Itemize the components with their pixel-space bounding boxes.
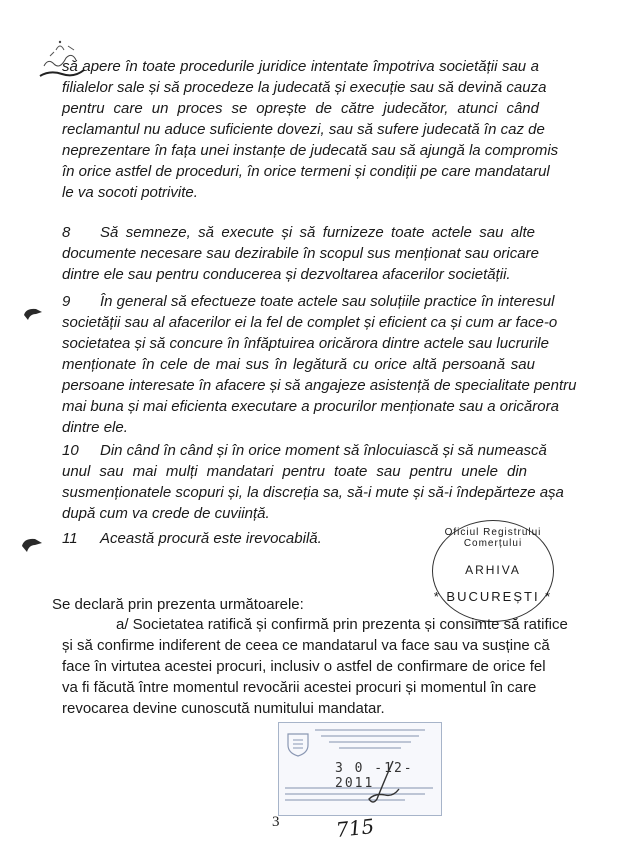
punch-hole-icon <box>20 536 44 556</box>
clause-8 <box>62 222 539 285</box>
text-line: le va socoti potrivite. <box>62 184 198 201</box>
text-line: și să confirme indiferent de ceea ce mandatarul va face sau va susține că <box>62 637 550 654</box>
text-line: menționate în cele de mai sus în legătură cu orice altă persoană sau <box>62 356 535 373</box>
text-line: Să semneze, să execute și să furnizeze toate actele sau alte <box>100 224 535 241</box>
text-line: Se declară prin prezenta următoarele: <box>52 596 304 613</box>
stamp-footer-text-marks <box>285 785 435 809</box>
signature-mark <box>363 759 403 807</box>
text-line: persoane interesate în afacere și să angajeze asistență de specialitate pentru <box>62 377 577 394</box>
text-line: dintre ele. <box>62 419 128 436</box>
text-line: dintre ele sau pentru conducerea și dezvoltarea afacerilor societății. <box>62 266 511 283</box>
text-line: pentru care un proces se oprește de către judecător, atunci când <box>62 100 539 117</box>
text-line: În general să efectueze toate actele sau soluțiile practice în interesul <box>100 293 555 310</box>
text-line: va fi făcută între momentul revocării acestei procuri și momentul în care <box>62 679 537 696</box>
stamp-bottom-text: * BUCUREȘTI * <box>433 589 553 604</box>
text-line: societatea și să concure în înfăptuirea oricărora dintre actele sau lucrurile <box>62 335 549 352</box>
clause-9 <box>62 291 577 438</box>
text-line: reclamantul nu aduce suficiente dovezi, sau să sufere judecată în caz de <box>62 121 545 138</box>
text-line: Această procură este irevocabilă. <box>100 530 322 547</box>
text-line: filialelor sale și să procedeze la judecată și execuție sau să devină cauza <box>62 79 547 96</box>
clause-number: 11 <box>62 530 78 547</box>
text-line: mai buna și mai eficienta executare a procurilor menționate sau a oricărora <box>62 398 559 415</box>
clause-number: 9 <box>62 293 71 310</box>
text-line: unul sau mai mulți mandatari pentru toate sau pentru unele din <box>62 463 527 480</box>
text-line: Din când în când și în orice moment să înlocuiască și să numească <box>100 442 547 459</box>
clause-number: 10 <box>62 442 79 459</box>
clause-number: 8 <box>62 224 71 241</box>
declaration-body <box>62 614 568 719</box>
text-line: susmenționatele scopuri și, la discreția sa, să-i mute și să-i îndepărteze așa <box>62 484 564 501</box>
continuation-paragraph <box>62 56 559 203</box>
coat-of-arms-icon <box>285 731 311 757</box>
stamp-center-text: ARHIVA <box>465 563 521 577</box>
stamp-ring-text: Oficiul Registrului Comerțului <box>444 527 542 549</box>
handwritten-page-number: 715 <box>334 814 376 842</box>
clause-11 <box>62 528 362 549</box>
archive-stamp <box>432 520 554 622</box>
text-line: a/ Societatea ratifică și confirmă prin prezenta și consimte să ratifice <box>116 616 568 633</box>
declaration-intro <box>52 594 352 615</box>
text-line: documente necesare sau dezirabile în scopul sus menționat sau oricare <box>62 245 539 262</box>
text-line: face în virtutea acestei procuri, inclusiv o astfel de confirmare de orice fel <box>62 658 546 675</box>
text-line: societății sau al afacerilor ei la fel de complet și eficient ca și cum ar face-o <box>62 314 558 331</box>
text-line: revocarea devine cunoscută numitului mandatar. <box>62 700 385 717</box>
punch-hole-icon <box>22 306 44 324</box>
text-line: după cum va crede de cuviință. <box>62 505 270 522</box>
page-number: 3 <box>272 814 280 830</box>
text-line: neprezentare în fața unei instanțe de judecată sau să ajungă la compromis <box>62 142 559 159</box>
clause-10 <box>62 440 564 524</box>
stamp-date: 3 0 -12- 2011 <box>335 761 414 791</box>
text-line: în orice astfel de proceduri, în orice termeni și condiții pe care mandatarul <box>62 163 550 180</box>
text-line: să apere în toate procedurile juridice intentate împotriva societății sau a <box>62 58 539 75</box>
registration-stamp <box>278 722 442 816</box>
stamp-header-text-marks <box>315 727 435 751</box>
